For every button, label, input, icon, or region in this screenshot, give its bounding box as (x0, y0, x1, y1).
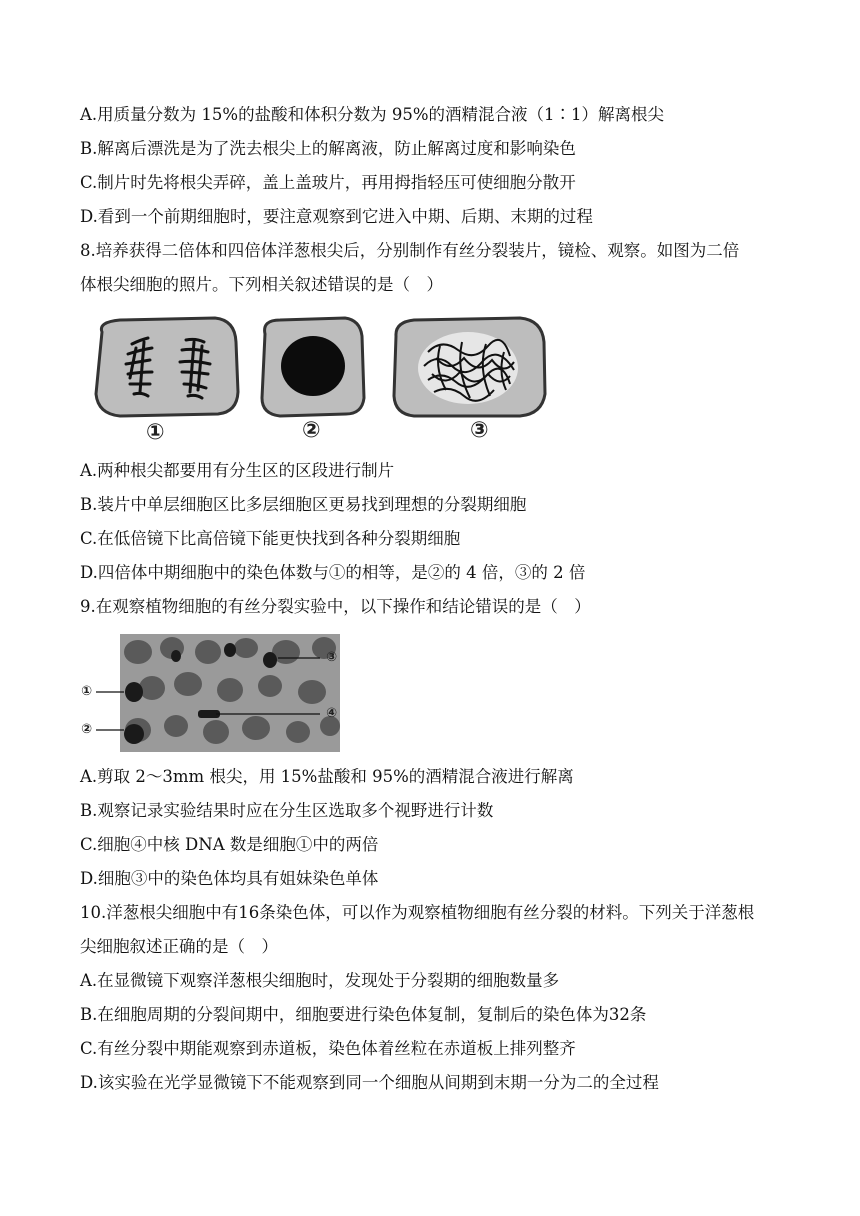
cell-2-interphase (262, 318, 364, 416)
q10-option-c: C.有丝分裂中期能观察到赤道板，染色体着丝粒在赤道板上排列整齐 (80, 1039, 576, 1058)
q9-figure-label-1: ① (81, 684, 93, 699)
cell-1-anaphase (96, 318, 238, 416)
q7-option-c: C.制片时先将根尖弄碎，盖上盖玻片，再用拇指轻压可使细胞分散开 (80, 173, 576, 192)
q9-option-a: A.剪取 2～3mm 根尖，用 15%盐酸和 95%的酒精混合液进行解离 (80, 767, 574, 786)
q7-option-d: D.看到一个前期细胞时，要注意观察到它进入中期、后期、末期的过程 (80, 207, 593, 226)
q9-stem: 9.在观察植物细胞的有丝分裂实验中，以下操作和结论错误的是（ ） (80, 597, 591, 616)
q10-stem-line1: 10.洋葱根尖细胞中有16条染色体，可以作为观察植物细胞有丝分裂的材料。下列关于洋葱根 (80, 903, 755, 922)
q10-stem-line2: 尖细胞叙述正确的是（ ） (80, 937, 278, 956)
q8-option-d: D.四倍体中期细胞中的染色体数与①的相等，是②的 4 倍，③的 2 倍 (80, 563, 586, 582)
q9-figure-label-2: ② (81, 722, 93, 737)
q9-option-b: B.观察记录实验结果时应在分生区选取多个视野进行计数 (80, 801, 494, 820)
q9-option-d: D.细胞③中的染色体均具有姐妹染色单体 (80, 869, 379, 888)
q10-option-d: D.该实验在光学显微镜下不能观察到同一个细胞从间期到末期一分为二的全过程 (80, 1073, 659, 1092)
q10-option-b: B.在细胞周期的分裂间期中，细胞要进行染色体复制，复制后的染色体为32条 (80, 1005, 647, 1024)
q9-micrograph (80, 630, 360, 754)
q8-option-c: C.在低倍镜下比高倍镜下能更快找到各种分裂期细胞 (80, 529, 461, 548)
q9-figure-label-3: ③ (326, 650, 338, 665)
q8-stem-line1: 8.培养获得二倍体和四倍体洋葱根尖后，分别制作有丝分裂装片，镜检、观察。如图为二倍 (80, 241, 740, 260)
q8-figure-label-1: ① (146, 420, 165, 445)
q9-option-c: C.细胞④中核 DNA 数是细胞①中的两倍 (80, 835, 379, 854)
q8-figure-label-2: ② (302, 418, 321, 443)
q7-option-b: B.解离后漂洗是为了洗去根尖上的解离液，防止解离过度和影响染色 (80, 139, 576, 158)
cell-3-prophase (394, 318, 545, 416)
q7-option-a: A.用质量分数为 15%的盐酸和体积分数为 95%的酒精混合液（1∶1）解离根尖 (80, 105, 664, 124)
q8-option-a: A.两种根尖都要用有分生区的区段进行制片 (80, 461, 395, 480)
q8-option-b: B.装片中单层细胞区比多层细胞区更易找到理想的分裂期细胞 (80, 495, 527, 514)
q9-figure-label-4: ④ (326, 706, 338, 721)
q8-stem-line2: 体根尖细胞的照片。下列相关叙述错误的是（ ） (80, 275, 443, 294)
q10-option-a: A.在显微镜下观察洋葱根尖细胞时，发现处于分裂期的细胞数量多 (80, 971, 560, 990)
q8-figure-label-3: ③ (470, 418, 489, 443)
